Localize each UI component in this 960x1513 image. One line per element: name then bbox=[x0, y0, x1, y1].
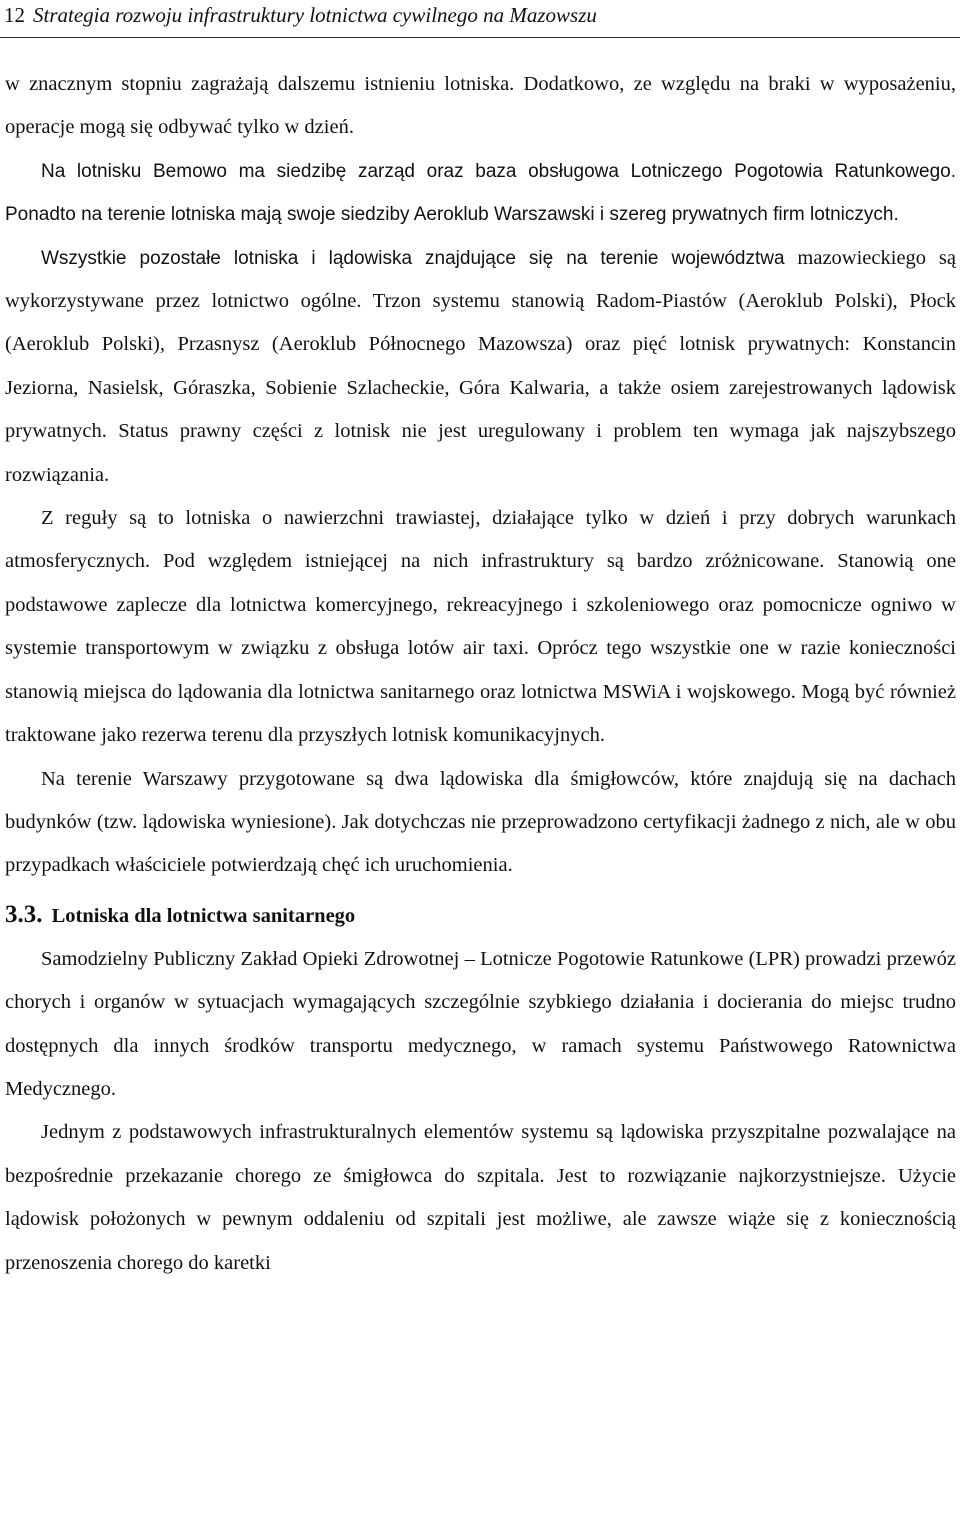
paragraph-2 bbox=[5, 150, 956, 237]
section-title: Lotniska dla lotnictwa sanitarnego bbox=[51, 904, 356, 927]
body-text bbox=[5, 63, 956, 1285]
document-title: Strategia rozwoju infrastruktury lotnictwa cywilnego na Mazowszu bbox=[33, 3, 597, 27]
paragraph-2-part-a: Na lotnisku Bemowo ma siedzibę zarząd oraz baza obsługowa Lotniczego Pogotowia Ratunkowego. bbox=[41, 160, 956, 182]
paragraph-5: Na terenie Warszawy przygotowane są dwa lądowiska dla śmigłowców, które znajdują się na dachach budynków (tzw. lądowiska wyniesione). Jak dotychczas nie przeprowadzono certyfikacji żadnego z nich, ale w obu przypadkach właściciele potwierdzają chęć ich uruchomienia. bbox=[5, 767, 956, 877]
running-header bbox=[4, 2, 954, 28]
paragraph-6: Samodzielny Publiczny Zakład Opieki Zdrowotnej – Lotnicze Pogotowie Ratunkowe (LPR) prowadzi przewóz chorych i organów w sytuacjach wymagających szczególnie szybkiego działania i docierania do miejsc trudno dostępnych dla innych środków transportu medycznego, w ramach systemu Państwowego Ratownictwa Medycznego. bbox=[5, 947, 956, 1100]
paragraph-3 bbox=[5, 237, 956, 497]
page-number: 12 bbox=[4, 3, 25, 27]
paragraph-7: Jednym z podstawowych infrastrukturalnych elementów systemu są lądowiska przyszpitalne pozwalające na bezpośrednie przekazanie chorego ze śmigłowca do szpitala. Jest to rozwiązanie najkorzystniejsze. Użycie lądowisk położonych w pewnym oddaleniu od szpitali jest możliwe, ale zawsze wiąże się z koniecznością przenoszenia chorego do karetki bbox=[5, 1121, 956, 1274]
paragraph-2-part-b: Ponadto na terenie lotniska mają swoje siedziby Aeroklub Warszawski i szereg prywatnych firm lotniczych. bbox=[5, 204, 899, 226]
paragraph-1: w znacznym stopniu zagrażają dalszemu istnieniu lotniska. Dodatkowo, ze względu na braki w wyposażeniu, operacje mogą się odbywać tylko w dzień. bbox=[5, 73, 956, 139]
paragraph-4: Z reguły są to lotniska o nawierzchni trawiastej, działające tylko w dzień i przy dobrych warunkach atmosferycznych. Pod względem istniejącej na nich infrastruktury są bardzo zróżnicowane. Stanowią one podstawowe zaplecze dla lotnictwa komercyjnego, rekreacyjnego i szkoleniowego oraz pomocnicze ogniwo w systemie transportowym w związku z obsługa lotów air taxi. Oprócz tego wszystkie one w razie konieczności stanowią miejsca do lądowania dla lotnictwa sanitarnego oraz lotnictwa MSWiA i wojskowego. Mogą być również traktowane jako rezerwa terenu dla przyszłych lotnisk komunikacyjnych. bbox=[5, 507, 956, 747]
section-heading bbox=[5, 888, 956, 938]
paragraph-3-part-b: mazowieckiego są wykorzystywane przez lotnictwo ogólne. Trzon systemu stanowią Radom-Piastów (Aeroklub Polski), Płock (Aeroklub Polski), Przasnysz (Aeroklub Północnego Mazowsza) oraz pięć lotnisk prywatnych: Konstancin Jeziorna, Nasielsk, Góraszka, Sobienie Szlacheckie, Góra Kalwaria, a także osiem zarejestrowanych lądowisk prywatnych. Status prawny części z lotnisk nie jest uregulowany i problem ten wymaga jak najszybszego rozwiązania. bbox=[5, 246, 956, 486]
paragraph-3-part-a: Wszystkie pozostałe lotniska i lądowiska znajdujące się na terenie województwa bbox=[41, 247, 785, 269]
section-number: 3.3. bbox=[5, 900, 43, 928]
header-rule bbox=[0, 37, 960, 38]
